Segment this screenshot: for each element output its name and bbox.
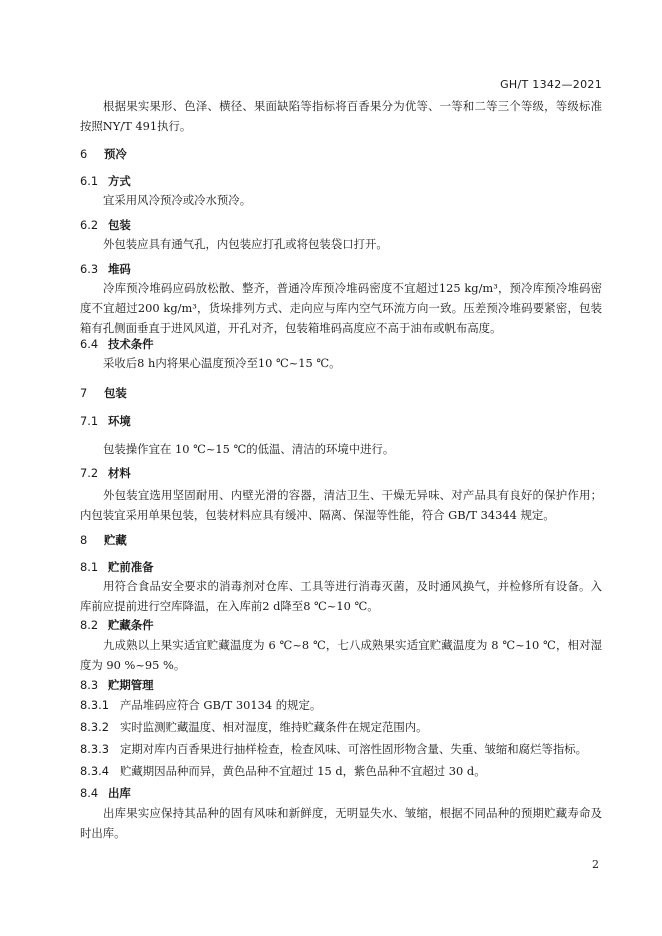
section-number: 6	[80, 147, 88, 161]
section-number: 8.2	[80, 618, 99, 632]
section-7-2-heading	[80, 465, 131, 481]
page-number: 2	[592, 858, 599, 871]
clause-number: 8.3.3	[80, 742, 109, 756]
section-8-4-heading	[80, 785, 131, 801]
clause-8-3-3	[80, 741, 587, 757]
section-number: 8.3	[80, 678, 99, 692]
section-title: 包装	[108, 218, 131, 232]
section-number: 8	[80, 533, 88, 547]
section-6-3-heading	[80, 261, 131, 277]
section-title: 预冷	[104, 147, 127, 161]
section-title: 贮藏条件	[108, 618, 154, 632]
section-number: 6.4	[80, 337, 99, 351]
section-7-heading	[80, 385, 127, 401]
section-title: 包装	[104, 386, 127, 400]
clause-8-3-4	[80, 763, 486, 779]
clause-text: 定期对库内百香果进行抽样检查，检查风味、可溶性固形物含量、失重、皱缩和腐烂等指标。	[120, 742, 588, 756]
section-8-heading	[80, 532, 127, 548]
clause-8-3-1	[80, 697, 321, 713]
section-6-1-paragraph: 宜采用风冷预冷或冷水预冷。	[103, 193, 252, 207]
section-title: 贮藏	[104, 533, 127, 547]
section-6-3-paragraph: 冷库预冷堆码应码放松散、整齐，普通冷库预冷堆码密度不宜超过125 kg/m³，预冷库预冷堆码密度不宜超过200 kg/m³，货垛排列方式、走向应与库内空气环流方向一致。压差预冷堆码要紧密，包装箱有孔侧面垂直于进风风道，开孔对齐，包装箱堆码高度应不高于油布或帆布高度。	[80, 281, 602, 335]
clause-number: 8.3.4	[80, 764, 109, 778]
section-title: 贮期管理	[108, 678, 154, 692]
section-8-2-heading	[80, 617, 154, 633]
section-6-1-heading	[80, 173, 131, 189]
section-6-4-heading	[80, 336, 154, 352]
section-6-4-paragraph: 采收后8 h内将果心温度预冷至10 ℃~15 ℃。	[103, 356, 341, 370]
section-number: 7	[80, 386, 88, 400]
section-number: 8.1	[80, 560, 99, 574]
section-6-2-heading	[80, 217, 131, 233]
section-7-1-paragraph: 包装操作宜在 10 ℃~15 ℃的低温、清洁的环境中进行。	[103, 442, 395, 456]
section-number: 7.1	[80, 414, 99, 428]
section-title: 技术条件	[108, 337, 154, 351]
grading-paragraph: 根据果实果形、色泽、横径、果面缺陷等指标将百香果分为优等、一等和二等三个等级，等级标准按照NY/T 491执行。	[80, 99, 602, 133]
clause-text: 实时监测贮藏温度、相对湿度，维持贮藏条件在规定范围内。	[120, 720, 428, 734]
clause-number: 8.3.2	[80, 720, 109, 734]
section-8-3-heading	[80, 677, 154, 693]
section-number: 7.2	[80, 466, 99, 480]
clause-8-3-2	[80, 719, 428, 735]
section-title: 方式	[108, 174, 131, 188]
section-title: 堆码	[108, 262, 131, 276]
section-7-1-heading	[80, 413, 131, 429]
standard-number: GH/T 1342—2021	[500, 78, 602, 91]
section-8-1-paragraph: 用符合食品安全要求的消毒剂对仓库、工具等进行消毒灭菌，及时通风换气，并检修所有设备。入库前应提前进行空库降温，在入库前2 d降至8 ℃~10 ℃。	[80, 579, 602, 613]
section-number: 6.2	[80, 218, 99, 232]
clause-text: 产品堆码应符合 GB/T 30134 的规定。	[120, 698, 322, 712]
section-number: 6.1	[80, 174, 99, 188]
section-6-heading	[80, 146, 127, 162]
section-7-2-paragraph: 外包装宜选用坚固耐用、内壁光滑的容器，清洁卫生、干燥无异味、对产品具有良好的保护作用；内包装宜采用单果包装，包装材料应具有缓冲、隔离、保湿等性能，符合 GB/T 34344 规定。	[80, 488, 602, 522]
section-title: 贮前准备	[108, 560, 154, 574]
clause-number: 8.3.1	[80, 698, 109, 712]
section-number: 6.3	[80, 262, 99, 276]
section-title: 出库	[108, 786, 131, 800]
section-number: 8.4	[80, 786, 99, 800]
section-6-2-paragraph: 外包装应具有通气孔，内包装应打孔或将包装袋口打开。	[103, 237, 388, 251]
section-8-2-paragraph: 九成熟以上果实适宜贮藏温度为 6 ℃~8 ℃，七八成熟果实适宜贮藏温度为 8 ℃~10 ℃，相对湿度为 90 %~95 %。	[80, 638, 602, 672]
section-8-4-paragraph: 出库果实应保持其品种的固有风味和新鲜度，无明显失水、皱缩，根据不同品种的预期贮藏寿命及时出库。	[80, 806, 602, 840]
section-title: 环境	[108, 414, 131, 428]
section-8-1-heading	[80, 559, 154, 575]
section-title: 材料	[108, 466, 131, 480]
clause-text: 贮藏期因品种而异，黄色品种不宜超过 15 d，紫色品种不宜超过 30 d。	[120, 764, 486, 778]
